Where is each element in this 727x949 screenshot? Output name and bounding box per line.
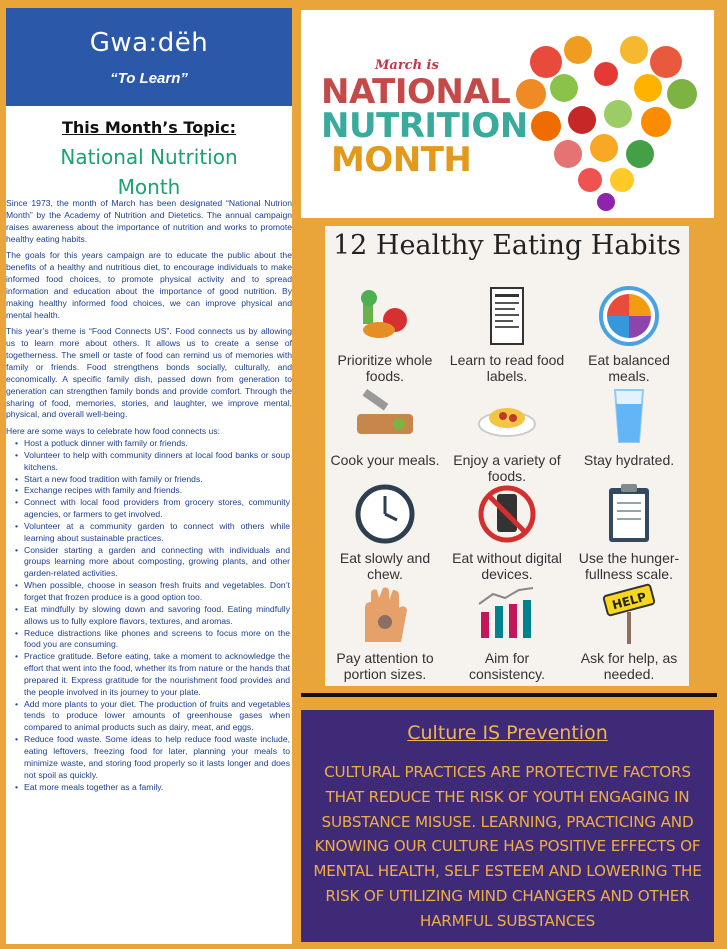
article-body (6, 198, 292, 793)
no-phone-icon (475, 482, 539, 546)
culture-box (301, 710, 714, 942)
list-item: • Consider starting a garden and connecting with individuals and groups learning more about composting, growing plants, and other garden-related activities. (6, 545, 292, 581)
newsletter-title: Gwa:dëh (89, 28, 209, 58)
habit-item (327, 482, 443, 582)
culture-text: CULTURAL PRACTICES ARE PROTECTIVE FACTORS THAT REDUCE THE RISK OF YOUTH ENGAGING IN SUBSTANCE MISUSE. LEARNING, PRACTICING AND KNOWING OUR CULTURE HAS POSITIVE EFFECTS OF MENTAL HEALTH, SELF ESTEEM AND LOWERING THE RISK OF UTILIZING MIND CHANGERS AND OTHER HARMFUL SUBSTANCES (313, 763, 702, 930)
masthead (6, 8, 292, 106)
list-item: • Eat mindfully by slowing down and savoring food. Eating mindfully allows us to fully explore flavors, textures, and aromas. (6, 604, 292, 628)
habit-item (571, 482, 687, 582)
nutrition-label-icon (475, 284, 539, 348)
habit-label: Eat balanced meals. (588, 352, 670, 384)
paragraph-intro: Since 1973, the month of March has been designated “National Nutrion Month” by the Academy of Nutrition and Dietetics. The annual campaign raises awareness about the importance of nutrition and works to promote healthy eating habits. (6, 198, 292, 244)
nutrition-month-banner (301, 10, 714, 218)
clipboard-icon (597, 482, 661, 546)
vegetables-icon (353, 284, 417, 348)
list-item: • Connect with local food providers from grocery stores, community agencies, or farmers to get involved. (6, 497, 292, 521)
habits-title: 12 Healthy Eating Habits (332, 230, 682, 261)
list-item: • Start a new food tradition with family or friends. (6, 474, 292, 486)
list-item: • Volunteer at a community garden to connect with others while learning about sustainable practices. (6, 521, 292, 545)
list-item: • Host a potluck dinner with family or friends. (6, 438, 292, 450)
svg-text:HELP: HELP (610, 589, 648, 613)
banner-line-nutrition: NUTRITION (321, 106, 528, 146)
list-item: • Volunteer to help with community dinners at local food banks or soup kitchens. (6, 450, 292, 474)
list-item: • Add more plants to your diet. The production of fruits and vegetables tends to produce lower amounts of greenhouse gases when compared to animal products such as dairy, meat, and eggs. (6, 699, 292, 735)
healthy-habits-panel (325, 226, 689, 686)
ways-intro: Here are some ways to celebrate how food connects us: (6, 426, 221, 437)
fruit-heart-illustration (506, 22, 706, 212)
clock-icon (353, 482, 417, 546)
newsletter-column (6, 8, 292, 944)
banner-prefix: March is (375, 58, 439, 73)
habit-label: Cook your meals. (330, 452, 440, 468)
habit-label: Pay attention to portion sizes. (336, 650, 434, 682)
habit-item (327, 384, 443, 468)
habit-item (449, 284, 565, 384)
habit-item (449, 582, 565, 682)
habit-item (449, 482, 565, 582)
habit-item (571, 582, 687, 682)
pasta-plate-icon (475, 384, 539, 448)
banner-line-month: MONTH (331, 140, 472, 180)
help-sign-icon (597, 582, 661, 646)
cutting-board-icon (353, 384, 417, 448)
bar-chart-icon (475, 582, 539, 646)
list-item: • Reduce distractions like phones and screens to focus more on the food you are consuming. (6, 628, 292, 652)
habit-label: Eat slowly and chew. (339, 550, 431, 582)
ways-list (6, 438, 292, 793)
habit-item (571, 384, 687, 468)
habit-label: Use the hunger-fullness scale. (578, 550, 680, 582)
hand-portion-icon (353, 582, 417, 646)
habit-item (327, 582, 443, 682)
list-item: • When possible, choose in season fresh fruits and vegetables. Don’t forget that frozen produce is a good option too. (6, 580, 292, 604)
water-glass-icon (597, 384, 661, 448)
list-item: • Practice gratitude. Before eating, take a moment to acknowledge the effort that went into the food, whether its from nature or the hands that prepared it. Express gratitude for the nourishment food provides and the people involved in its journey to your plate. (6, 651, 292, 698)
balanced-plate-icon (597, 284, 661, 348)
topic-name: National Nutrition Month (60, 145, 238, 199)
habit-label: Aim for consistency. (469, 650, 545, 682)
habit-label: Enjoy a variety of foods. (453, 452, 561, 484)
habit-label: Eat without digital devices. (452, 550, 562, 582)
habit-label: Ask for help, as needed. (580, 650, 678, 682)
banner-line-national: NATIONAL (321, 72, 511, 112)
list-item: • Eat more meals together as a family. (6, 782, 292, 794)
newsletter-subtitle: “To Learn” (110, 70, 188, 87)
habit-item (571, 284, 687, 384)
habit-item (449, 384, 565, 484)
list-item: • Exchange recipes with family and friends. (6, 485, 292, 497)
habit-label: Stay hydrated. (583, 452, 675, 468)
topic-heading: This Month’s Topic: (62, 118, 236, 137)
section-divider (301, 693, 717, 697)
paragraph-theme: This year’s theme is “Food Connects US”. Food connects us by allowing us to learn more about others. It allows us to create a sense of togetherness. The smell or taste of food can remind us of memories with family or friends. Food strengthens bonds socially, culturally, and economically. A specific family dish, passed down from generation to generation can strengthen family bonds and provide comfort. Through the sharing of food, memories, stories, and laughter, we improve mental, physical, and overall well-being. (6, 326, 292, 420)
habit-item (327, 284, 443, 384)
habit-label: Prioritize whole foods. (337, 352, 433, 384)
habit-label: Learn to read food labels. (449, 352, 565, 384)
paragraph-goals: The goals for this years campaign are to educate the public about the benefits of a healthy and nutritious diet, to encourage individuals to make informed food choices, to promote physical activity and to spread information and education about the importance of good nutrition. By making healthy informed food choices, we can improve physical and mental health. (6, 250, 292, 320)
list-item: • Reduce food waste. Some ideas to help reduce food waste include, eating leftovers, freezing food for later, planning your meals to minimize waste, and storing food properly so it lasts longer and does not spoil as quickly. (6, 734, 292, 781)
culture-title: Culture IS Prevention (407, 722, 608, 744)
